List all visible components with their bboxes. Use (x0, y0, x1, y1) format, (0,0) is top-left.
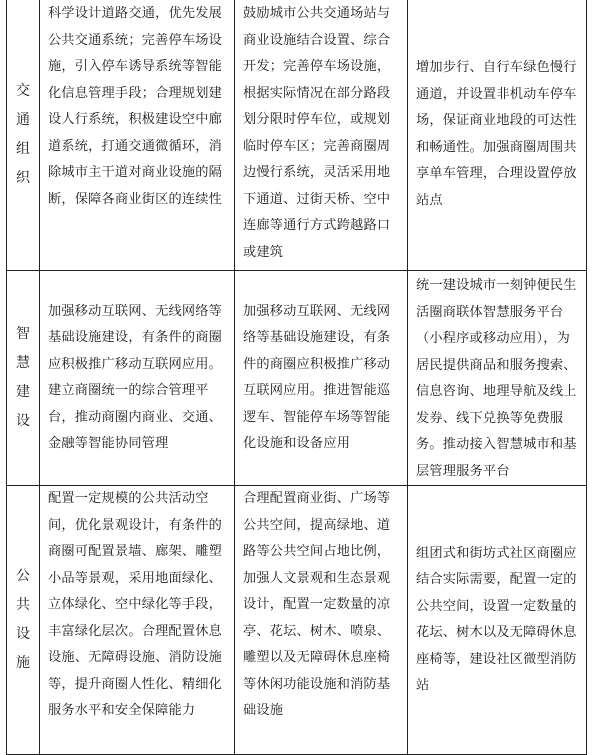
row-heading: 智 慧 建 设 (7, 271, 40, 486)
table-cell: 加强移动互联网、无线网络等基础设施建设，有条件的商圈应积极推广移动互联网应用。推进智能巡逻车、智能停车场等智能化设施和设备应用 (235, 271, 408, 486)
table-cell: 科学设计道路交通，优先发展公共交通系统；完善停车场设施，引入停车诱导系统等智能化信息管理手段；合理规划建设人行系统，积极建设空中廊道系统，打通交通微循环，消除城市主干道对商业设施的隔断，保障各商业街区的连续性 (40, 0, 235, 271)
comparison-table (6, 0, 587, 755)
table-cell: 配置一定规模的公共活动空间，优化景观设计，有条件的商圈可配置景墙、廊架、雕塑小品等景观，采用地面绿化、立体绿化、空中绿化等手段，丰富绿化层次。合理配置休息设施、无障碍设施、消防设施等，提升商圈人性化、精细化服务水平和安全保障能力 (40, 486, 235, 755)
table-cell: 合理配置商业街、广场等公共空间，提高绿地、道路等公共空间占地比例，加强人文景观和生态景观设计，配置一定数量的凉亭、花坛、树木、喷泉、雕塑以及无障碍休息座椅等休闲功能设施和消防基础设施 (235, 486, 408, 755)
table-cell: 加强移动互联网、无线网络等基础设施建设，有条件的商圈应积极推广移动互联网应用。建立商圈统一的综合管理平台，推动商圈内商业、交通、金融等智能协同管理 (40, 271, 235, 486)
table-cell: 统一建设城市一刻钟便民生活圈商联体智慧服务平台（小程序或移动应用），为居民提供商品和服务搜索、信息咨询、地理导航及线上发券、线下兑换等免费服务。推动接入智慧城市和基层管理服务平台 (408, 271, 587, 486)
table-cell: 增加步行、自行车绿色慢行通道，并设置非机动车停车场，保证商业地段的可达性和畅通性。加强商圈周围共享单车管理，合理设置停放站点 (408, 0, 587, 271)
table-row (7, 271, 587, 486)
row-heading: 交 通 组 织 (7, 0, 40, 271)
table-cell: 组团式和街坊式社区商圈应结合实际需要，配置一定的公共空间，设置一定数量的花坛、树木以及无障碍休息座椅等，建设社区微型消防站 (408, 486, 587, 755)
row-heading: 公 共 设 施 (7, 486, 40, 755)
table-cell: 鼓励城市公共交通场站与商业设施结合设置、综合开发；完善停车场设施，根据实际情况在部分路段划分限时停车位，或规划临时停车区；完善商圈周边慢行系统，灵活采用地下通道、过街天桥、空中连廊等通行方式跨越路口或建筑 (235, 0, 408, 271)
table-row (7, 0, 587, 271)
table-row (7, 486, 587, 755)
